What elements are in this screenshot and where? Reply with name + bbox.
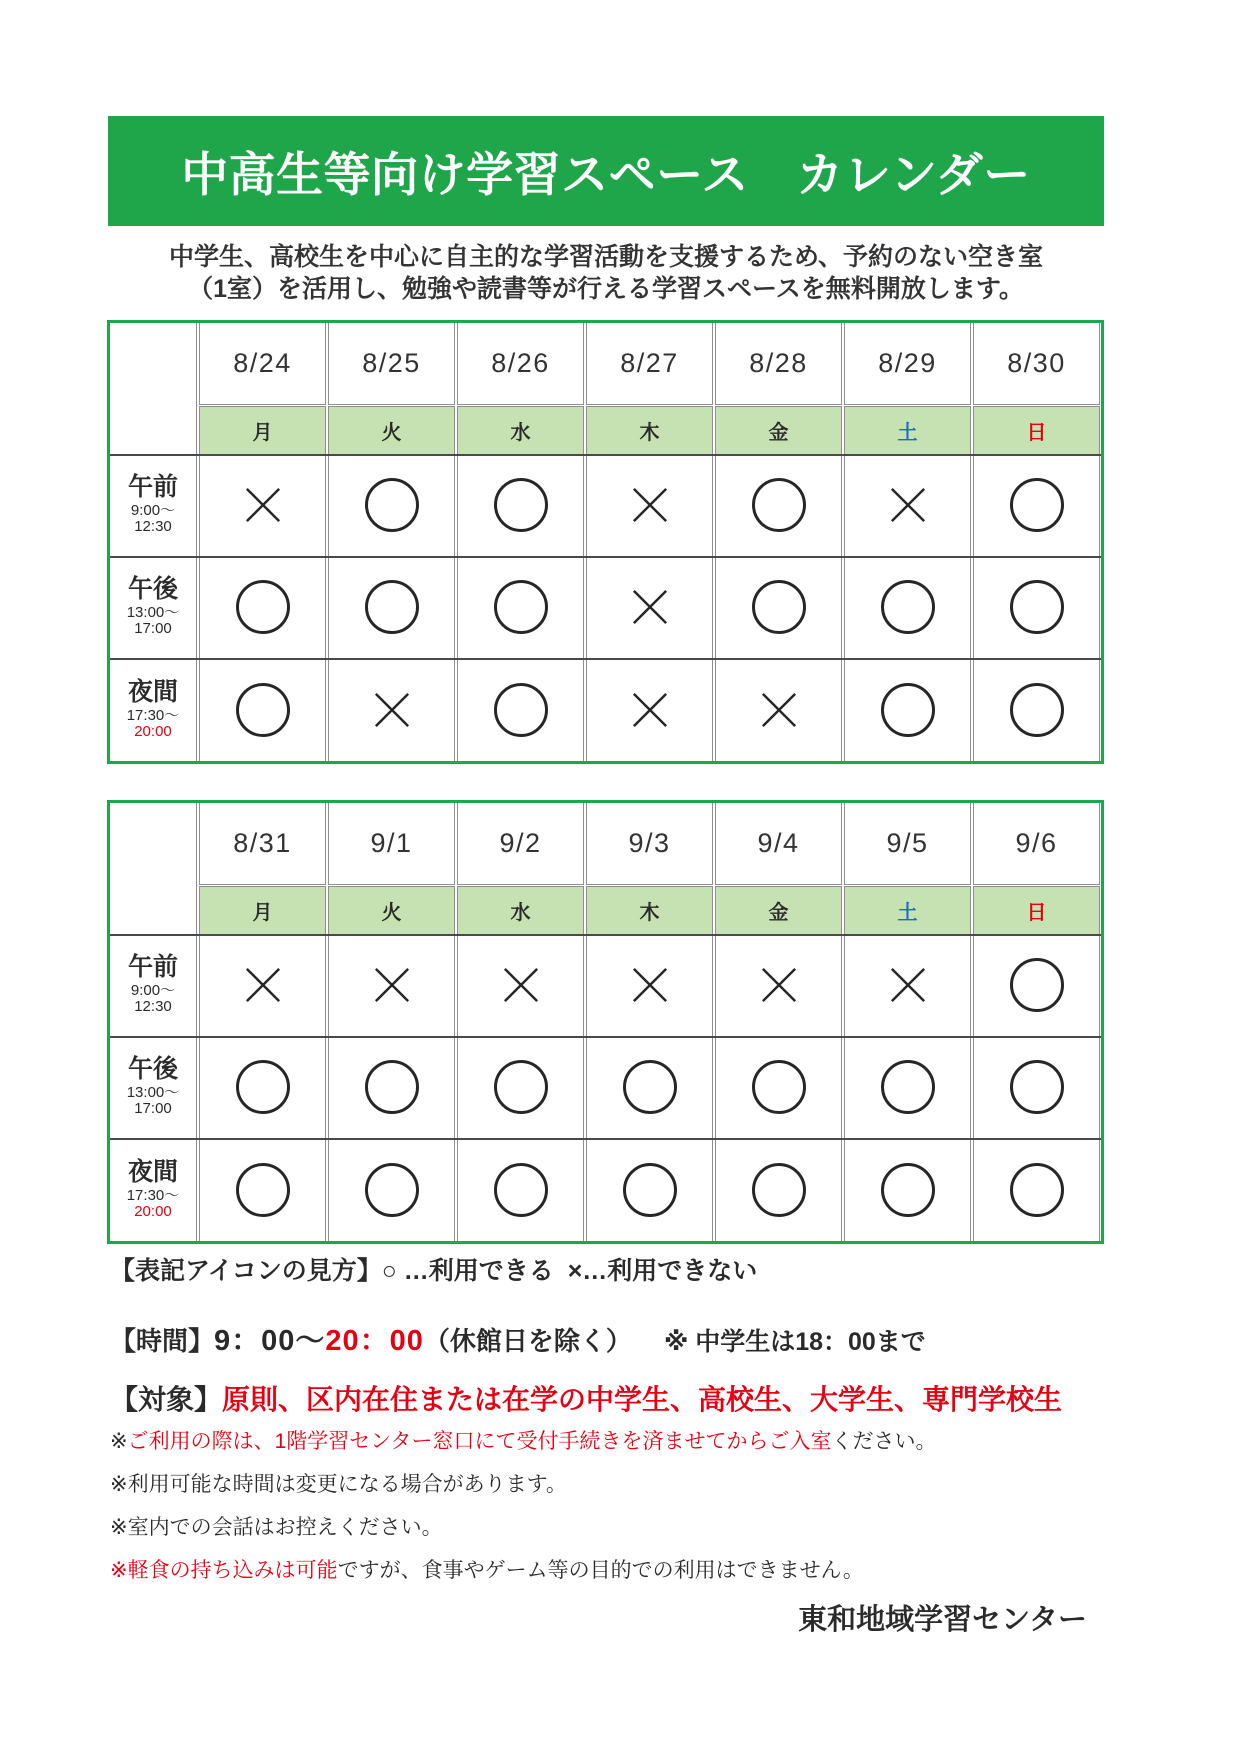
circle-icon xyxy=(623,1060,677,1114)
row-divider xyxy=(110,454,1101,456)
schedule-cell xyxy=(844,934,971,1036)
note-text: 軽食の持ち込みは可能 xyxy=(127,1559,338,1582)
hours-close: 20：00 xyxy=(325,1325,424,1357)
date-label: 8/28 xyxy=(749,348,808,378)
date-label: 9/4 xyxy=(757,828,800,858)
circle-icon xyxy=(623,1163,677,1217)
note-text: ※利用可能な時間は変更になる場合があります。 xyxy=(110,1473,567,1496)
cross-icon xyxy=(631,966,669,1004)
weekday-cell xyxy=(715,886,842,934)
date-cell xyxy=(586,803,713,885)
weekday-cell xyxy=(457,886,584,934)
circle-icon xyxy=(236,1060,290,1114)
junior-high-note: ※ 中学生は18：00まで xyxy=(663,1328,926,1356)
cross-icon xyxy=(244,486,282,524)
eligibility xyxy=(110,1378,1062,1418)
schedule-cell xyxy=(457,1036,584,1138)
schedule-cell xyxy=(328,454,455,556)
date-cell xyxy=(715,323,842,405)
schedule-cell xyxy=(586,658,713,761)
weekday-cell xyxy=(328,886,455,934)
slot-time-from: 17:30〜 xyxy=(126,706,180,724)
date-label: 8/27 xyxy=(620,348,679,378)
circle-icon xyxy=(1010,958,1064,1012)
schedule-cell xyxy=(973,1036,1100,1138)
slot-time-to: 12:30 xyxy=(134,518,172,535)
schedule-cell xyxy=(586,556,713,658)
hours-label: 【時間】 xyxy=(110,1326,215,1356)
cross-icon xyxy=(889,966,927,1004)
weekday-cell xyxy=(586,406,713,454)
circle-icon xyxy=(1010,683,1064,737)
date-label: 8/30 xyxy=(1007,348,1066,378)
row-divider xyxy=(110,934,1101,936)
date-cell xyxy=(199,323,326,405)
weekday-label: 月 xyxy=(252,422,273,444)
date-cell xyxy=(844,803,971,885)
schedule-cell xyxy=(457,556,584,658)
icon-legend: 【表記アイコンの見方】○ …利用できる ×…利用できない xyxy=(110,1257,758,1285)
schedule-cell xyxy=(715,1036,842,1138)
slot-time-to: 17:00 xyxy=(134,620,172,637)
time-slot-label xyxy=(110,1138,197,1241)
date-label: 9/6 xyxy=(1015,828,1058,858)
schedule-cell xyxy=(457,454,584,556)
weekday-cell xyxy=(844,406,971,454)
date-cell xyxy=(973,323,1100,405)
weekday-cell xyxy=(973,406,1100,454)
date-cell xyxy=(328,803,455,885)
schedule-cell xyxy=(199,934,326,1036)
corner-cell xyxy=(110,803,197,934)
slot-time-to: 20:00 xyxy=(134,722,172,740)
circle-icon xyxy=(881,580,935,634)
schedule-cell xyxy=(586,934,713,1036)
schedule-cell xyxy=(973,556,1100,658)
time-slot-label xyxy=(110,1036,197,1138)
weekday-cell xyxy=(457,406,584,454)
schedule-cell xyxy=(328,1138,455,1241)
weekday-label: 金 xyxy=(768,902,789,924)
circle-icon xyxy=(881,1060,935,1114)
cross-icon xyxy=(889,486,927,524)
notes xyxy=(110,1427,1130,1599)
time-slot-label xyxy=(110,454,197,556)
circle-icon xyxy=(236,580,290,634)
weekday-label: 金 xyxy=(768,422,789,444)
schedule-cell xyxy=(199,454,326,556)
circle-icon xyxy=(494,580,548,634)
schedule-cell xyxy=(715,454,842,556)
cross-icon xyxy=(760,691,798,729)
cross-icon xyxy=(631,588,669,626)
weekday-label: 月 xyxy=(252,902,273,924)
weekday-cell xyxy=(715,406,842,454)
intro-line: （1室）を活用し、勉強や読書等が行える学習スペースを無料開放します。 xyxy=(188,275,1024,303)
note-line xyxy=(110,1556,1130,1599)
circle-icon xyxy=(1010,1060,1064,1114)
circle-icon xyxy=(1010,478,1064,532)
weekday-label: 水 xyxy=(510,422,531,444)
weekday-label: 火 xyxy=(381,902,402,924)
schedule-cell xyxy=(973,934,1100,1036)
circle-icon xyxy=(494,683,548,737)
slot-name: 午後 xyxy=(127,1055,178,1083)
date-cell xyxy=(457,323,584,405)
schedule-cell xyxy=(199,658,326,761)
weekday-cell xyxy=(973,886,1100,934)
schedule-table-week-1 xyxy=(107,320,1104,764)
circle-icon xyxy=(236,1163,290,1217)
schedule-cell xyxy=(199,1036,326,1138)
page-title: 中高生等向け学習スペース カレンダー xyxy=(181,147,1031,201)
schedule-table-week-2 xyxy=(107,800,1104,1244)
circle-icon xyxy=(365,478,419,532)
weekday-label: 日 xyxy=(1026,902,1047,924)
cross-icon xyxy=(631,691,669,729)
weekday-cell xyxy=(199,406,326,454)
date-cell xyxy=(973,803,1100,885)
date-label: 9/5 xyxy=(886,828,929,858)
weekday-label: 火 xyxy=(381,422,402,444)
time-slot-label xyxy=(110,556,197,658)
hours-closed-days: （休館日を除く） xyxy=(423,1326,632,1356)
note-text: ですが、食事やゲーム等の目的での利用はできません。 xyxy=(337,1559,864,1582)
opening-hours xyxy=(110,1318,926,1359)
schedule-cell xyxy=(457,658,584,761)
schedule-cell xyxy=(715,658,842,761)
date-cell xyxy=(199,803,326,885)
slot-name: 午後 xyxy=(127,575,178,603)
date-cell xyxy=(457,803,584,885)
note-text: ※ xyxy=(110,1559,128,1582)
date-label: 9/2 xyxy=(499,828,542,858)
circle-icon xyxy=(494,1060,548,1114)
weekday-cell xyxy=(844,886,971,934)
note-text: ※ xyxy=(110,1430,128,1453)
circle-icon xyxy=(365,580,419,634)
intro-text xyxy=(108,241,1104,305)
circle-icon xyxy=(1010,1163,1064,1217)
circle-icon xyxy=(494,1163,548,1217)
time-slot-label xyxy=(110,658,197,761)
note-text: ご利用の際は、1階学習センター窓口にて受付手続きを済ませてからご入室 xyxy=(127,1430,832,1453)
slot-name: 午前 xyxy=(127,473,178,501)
organization-name: 東和地域学習センター xyxy=(798,1604,1087,1636)
slot-time-from: 13:00〜 xyxy=(126,1084,180,1101)
slot-name: 午前 xyxy=(127,953,178,981)
schedule-cell xyxy=(844,1036,971,1138)
date-label: 8/31 xyxy=(233,828,292,858)
cross-icon xyxy=(502,966,540,1004)
schedule-cell xyxy=(457,1138,584,1241)
date-cell xyxy=(715,803,842,885)
weekday-cell xyxy=(199,886,326,934)
weekday-label: 土 xyxy=(897,902,918,924)
schedule-cell xyxy=(586,1036,713,1138)
circle-icon xyxy=(752,1060,806,1114)
slot-name: 夜間 xyxy=(127,1157,178,1186)
circle-icon xyxy=(365,1163,419,1217)
schedule-cell xyxy=(199,1138,326,1241)
row-divider xyxy=(110,658,1101,660)
schedule-cell xyxy=(844,556,971,658)
schedule-cell xyxy=(457,934,584,1036)
circle-icon xyxy=(494,478,548,532)
slot-time-from: 13:00〜 xyxy=(126,604,180,621)
date-cell xyxy=(844,323,971,405)
circle-icon xyxy=(1010,580,1064,634)
schedule-cell xyxy=(973,1138,1100,1241)
circle-icon xyxy=(752,1163,806,1217)
schedule-cell xyxy=(973,658,1100,761)
date-label: 8/29 xyxy=(878,348,937,378)
slot-time-from: 17:30〜 xyxy=(126,1186,180,1204)
weekday-label: 土 xyxy=(897,422,918,444)
circle-icon xyxy=(881,1163,935,1217)
corner-cell xyxy=(110,323,197,454)
circle-icon xyxy=(752,478,806,532)
weekday-label: 木 xyxy=(639,422,660,444)
schedule-cell xyxy=(715,934,842,1036)
cross-icon xyxy=(373,691,411,729)
weekday-cell xyxy=(328,406,455,454)
slot-time-from: 9:00〜 xyxy=(130,982,176,999)
note-text: ※室内での会話はお控えください。 xyxy=(110,1516,443,1539)
note-line xyxy=(110,1470,1130,1513)
circle-icon xyxy=(881,683,935,737)
date-label: 8/24 xyxy=(233,348,292,378)
note-line xyxy=(110,1513,1130,1556)
schedule-cell xyxy=(586,1138,713,1241)
weekday-label: 日 xyxy=(1026,422,1047,444)
schedule-cell xyxy=(328,556,455,658)
row-divider xyxy=(110,1036,1101,1038)
schedule-cell xyxy=(586,454,713,556)
eligibility-text: 原則、区内在住または在学の中学生、高校生、大学生、専門学校生 xyxy=(222,1384,1063,1415)
note-line xyxy=(110,1427,1130,1470)
schedule-cell xyxy=(328,658,455,761)
date-cell xyxy=(328,323,455,405)
time-slot-label xyxy=(110,934,197,1036)
schedule-cell xyxy=(844,1138,971,1241)
slot-time-to: 17:00 xyxy=(134,1100,172,1117)
slot-time-to: 12:30 xyxy=(134,998,172,1015)
circle-icon xyxy=(236,683,290,737)
eligibility-label: 【対象】 xyxy=(110,1384,223,1415)
date-cell xyxy=(586,323,713,405)
slot-time-to: 20:00 xyxy=(134,1202,172,1220)
weekday-cell xyxy=(586,886,713,934)
slot-name: 夜間 xyxy=(127,677,178,706)
schedule-cell xyxy=(715,556,842,658)
circle-icon xyxy=(752,580,806,634)
date-label: 8/25 xyxy=(362,348,421,378)
schedule-cell xyxy=(844,658,971,761)
schedule-cell xyxy=(973,454,1100,556)
date-label: 8/26 xyxy=(491,348,550,378)
weekday-label: 木 xyxy=(639,902,660,924)
date-label: 9/3 xyxy=(628,828,671,858)
title-banner xyxy=(108,116,1104,226)
schedule-cell xyxy=(844,454,971,556)
cross-icon xyxy=(244,966,282,1004)
row-divider xyxy=(110,1138,1101,1140)
intro-line: 中学生、高校生を中心に自主的な学習活動を支援するため、予約のない空き室 xyxy=(168,243,1043,271)
circle-icon xyxy=(365,1060,419,1114)
row-divider xyxy=(110,556,1101,558)
hours-open: 9：00〜 xyxy=(214,1325,326,1357)
weekday-label: 水 xyxy=(510,902,531,924)
date-label: 9/1 xyxy=(370,828,413,858)
cross-icon xyxy=(373,966,411,1004)
schedule-cell xyxy=(328,934,455,1036)
schedule-cell xyxy=(199,556,326,658)
cross-icon xyxy=(760,966,798,1004)
note-text: ください。 xyxy=(831,1430,937,1453)
schedule-cell xyxy=(328,1036,455,1138)
cross-icon xyxy=(631,486,669,524)
slot-time-from: 9:00〜 xyxy=(130,502,176,519)
schedule-cell xyxy=(715,1138,842,1241)
